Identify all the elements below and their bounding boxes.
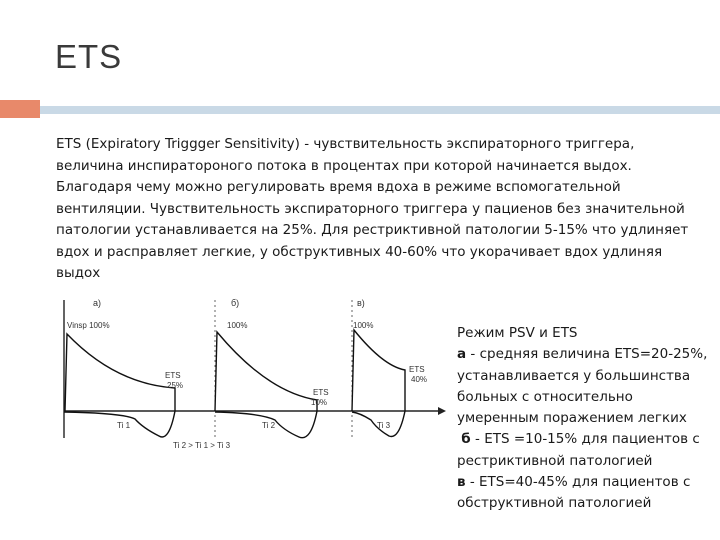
panel-label-c: в) [357,298,365,308]
slide-title: ETS [55,38,123,75]
summary-item-b [457,429,719,472]
summary-item-c-text: - ETS=40-45% для пациентов с обструктивной патологией [457,474,691,512]
ti-label-1: Ti 1 [117,421,131,430]
ti-label-3: Ti 3 [377,421,391,430]
title-accent-block [0,100,40,118]
summary-item-a [457,344,719,429]
peak-label-b: 100% [227,321,248,330]
summary-item-a-text: - средняя величина ETS=20-25%, устанавливается у большинства больных с относительно умеренным поражением легких [457,346,708,427]
ti-relation-label: Ti 2 > Ti 1 > Ti 3 [173,441,231,450]
summary-item-b-text: - ETS =10-15% для пациентов с рестриктивной патологией [457,431,700,469]
ets-title-b: ETS [313,388,329,397]
summary-item-c [457,472,719,515]
psv-ets-summary [457,323,719,515]
ti-label-2: Ti 2 [262,421,276,430]
ets-value-a: 25% [167,381,184,390]
peak-label-c: 100% [353,321,374,330]
vinsp-peak-label: Vinsp 100% [67,321,110,330]
x-axis-arrow [438,407,446,415]
ets-title-c: ETS [409,365,425,374]
ets-value-b: 10% [311,398,328,407]
ets-title-a: ETS [165,371,181,380]
summary-item-a-letter: а [457,346,467,363]
summary-item-b-letter: б [461,431,471,448]
ets-description-paragraph: ETS (Expiratory Triggger Sensitivity) - чувствительность экспираторного триггера, величина инспиратороного потока в процентах при которой начинается выдох. Благодаря чему можно регулировать время вдоха в режиме вспомогательной вентиляции. Чувствительность экспираторного триггера у пациенов без значительной патологии устанавливается на 25%. Для рестриктивной патологии 5-15% что удлиняет вдох и расправляет легкие, у обструктивных 40-60% что укорачивает вдох удлиняя выдох [56,136,689,281]
title-divider [40,106,720,114]
summary-item-c-letter: в [457,474,466,491]
summary-heading: Режим PSV и ETS [457,325,578,341]
ets-flow-chart [55,292,450,457]
ets-value-c: 40% [411,375,428,384]
panel-label-b: б) [231,298,240,308]
panel-label-a: а) [93,298,102,308]
